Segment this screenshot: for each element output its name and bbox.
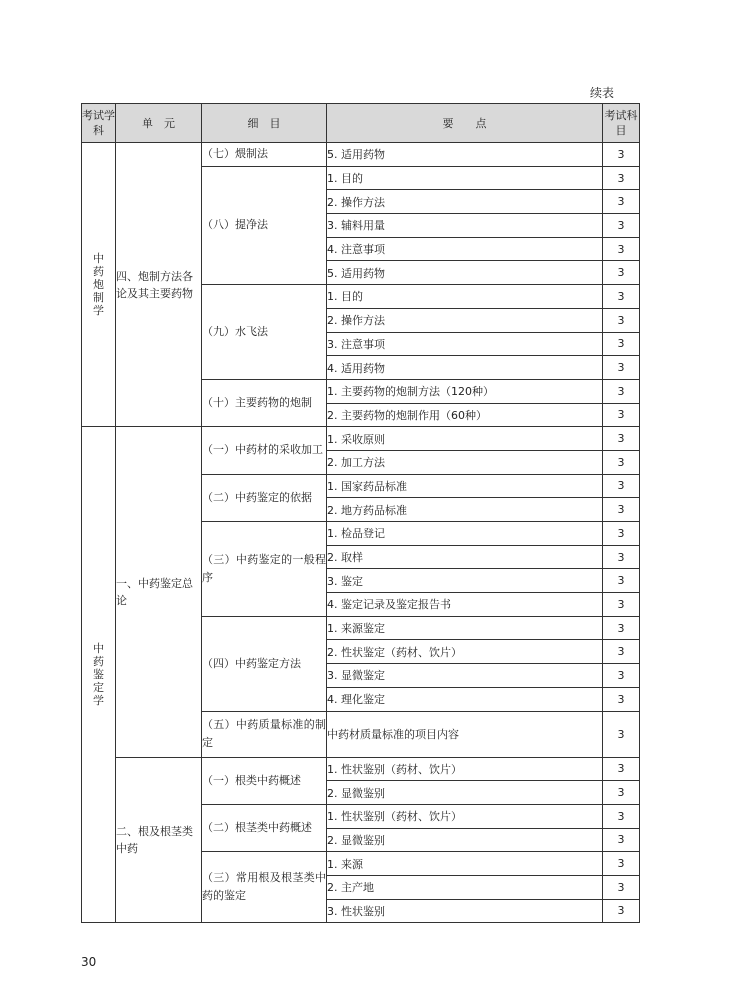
level-cell: 3 — [603, 190, 640, 214]
header-points: 要 点 — [327, 104, 603, 143]
table-row — [82, 427, 640, 451]
detail-cell: （九）水飞法 — [202, 285, 327, 380]
level-cell: 3 — [603, 804, 640, 828]
level-cell: 3 — [603, 522, 640, 546]
point-cell: 2. 地方药品标准 — [327, 498, 603, 522]
point-cell: 1. 性状鉴别（药材、饮片） — [327, 757, 603, 781]
unit-cell: 一、中药鉴定总论 — [116, 427, 202, 757]
point-cell: 1. 采收原则 — [327, 427, 603, 451]
page-number: 30 — [81, 955, 97, 969]
level-cell: 3 — [603, 545, 640, 569]
level-cell: 3 — [603, 143, 640, 167]
level-cell: 3 — [603, 828, 640, 852]
level-cell: 3 — [603, 781, 640, 805]
point-cell: 1. 目的 — [327, 166, 603, 190]
level-cell: 3 — [603, 261, 640, 285]
level-cell: 3 — [603, 427, 640, 451]
level-cell: 3 — [603, 757, 640, 781]
point-cell: 1. 目的 — [327, 285, 603, 309]
point-cell: 1. 主要药物的炮制方法（120种） — [327, 379, 603, 403]
header-detail: 细 目 — [202, 104, 327, 143]
point-cell: 2. 主产地 — [327, 875, 603, 899]
point-cell: 4. 注意事项 — [327, 237, 603, 261]
point-cell: 1. 检品登记 — [327, 522, 603, 546]
point-cell: 3. 注意事项 — [327, 332, 603, 356]
level-cell: 3 — [603, 332, 640, 356]
subject-cell — [82, 427, 116, 923]
level-cell: 3 — [603, 474, 640, 498]
level-cell: 3 — [603, 616, 640, 640]
point-cell: 2. 加工方法 — [327, 450, 603, 474]
point-cell: 3. 辅料用量 — [327, 214, 603, 238]
point-cell: 2. 性状鉴定（药材、饮片） — [327, 640, 603, 664]
level-cell: 3 — [603, 569, 640, 593]
level-cell: 3 — [603, 450, 640, 474]
subject-name: 中药鉴定学 — [93, 642, 104, 708]
point-cell: 2. 操作方法 — [327, 308, 603, 332]
point-cell: 2. 主要药物的炮制作用（60种） — [327, 403, 603, 427]
level-cell: 3 — [603, 664, 640, 688]
level-cell: 3 — [603, 214, 640, 238]
level-cell: 3 — [603, 711, 640, 757]
point-cell: 1. 来源鉴定 — [327, 616, 603, 640]
header-level: 考试科目 — [603, 104, 640, 143]
detail-cell: （八）提净法 — [202, 166, 327, 284]
point-cell: 2. 操作方法 — [327, 190, 603, 214]
level-cell: 3 — [603, 852, 640, 876]
level-cell: 3 — [603, 899, 640, 923]
level-cell: 3 — [603, 285, 640, 309]
detail-cell: （七）煨制法 — [202, 143, 327, 167]
continued-label: 续表 — [590, 86, 615, 100]
level-cell: 3 — [603, 166, 640, 190]
point-cell: 中药材质量标准的项目内容 — [327, 711, 603, 757]
point-cell: 3. 性状鉴别 — [327, 899, 603, 923]
detail-cell: （十）主要药物的炮制 — [202, 379, 327, 426]
level-cell: 3 — [603, 687, 640, 711]
detail-cell: （二）根茎类中药概述 — [202, 804, 327, 851]
point-cell: 5. 适用药物 — [327, 143, 603, 167]
point-cell: 3. 显微鉴定 — [327, 664, 603, 688]
level-cell: 3 — [603, 498, 640, 522]
detail-cell: （四）中药鉴定方法 — [202, 616, 327, 711]
header-unit: 单 元 — [116, 104, 202, 143]
table-body — [82, 143, 640, 923]
point-cell: 4. 鉴定记录及鉴定报告书 — [327, 593, 603, 617]
point-cell: 4. 理化鉴定 — [327, 687, 603, 711]
level-cell: 3 — [603, 403, 640, 427]
point-cell: 2. 显微鉴别 — [327, 781, 603, 805]
point-cell: 3. 鉴定 — [327, 569, 603, 593]
level-cell: 3 — [603, 308, 640, 332]
point-cell: 2. 显微鉴别 — [327, 828, 603, 852]
detail-cell: （二）中药鉴定的依据 — [202, 474, 327, 521]
syllabus-table — [81, 103, 640, 923]
table-row — [82, 757, 640, 781]
unit-cell: 四、炮制方法各论及其主要药物 — [116, 143, 202, 427]
point-cell: 1. 国家药品标准 — [327, 474, 603, 498]
detail-cell: （三）常用根及根茎类中药的鉴定 — [202, 852, 327, 923]
level-cell: 3 — [603, 640, 640, 664]
level-cell: 3 — [603, 356, 640, 380]
detail-cell: （五）中药质量标准的制定 — [202, 711, 327, 757]
point-cell: 2. 取样 — [327, 545, 603, 569]
detail-cell: （一）中药材的采收加工 — [202, 427, 327, 474]
level-cell: 3 — [603, 237, 640, 261]
table-header-row — [82, 104, 640, 143]
unit-cell: 二、根及根茎类中药 — [116, 757, 202, 923]
detail-cell: （一）根类中药概述 — [202, 757, 327, 804]
table-row — [82, 143, 640, 167]
header-subject: 考试学科 — [82, 104, 116, 143]
level-cell: 3 — [603, 593, 640, 617]
subject-cell — [82, 143, 116, 427]
point-cell: 1. 来源 — [327, 852, 603, 876]
level-cell: 3 — [603, 875, 640, 899]
level-cell: 3 — [603, 379, 640, 403]
point-cell: 5. 适用药物 — [327, 261, 603, 285]
point-cell: 4. 适用药物 — [327, 356, 603, 380]
subject-name: 中药炮制学 — [93, 252, 104, 318]
point-cell: 1. 性状鉴别（药材、饮片） — [327, 804, 603, 828]
detail-cell: （三）中药鉴定的一般程序 — [202, 522, 327, 617]
